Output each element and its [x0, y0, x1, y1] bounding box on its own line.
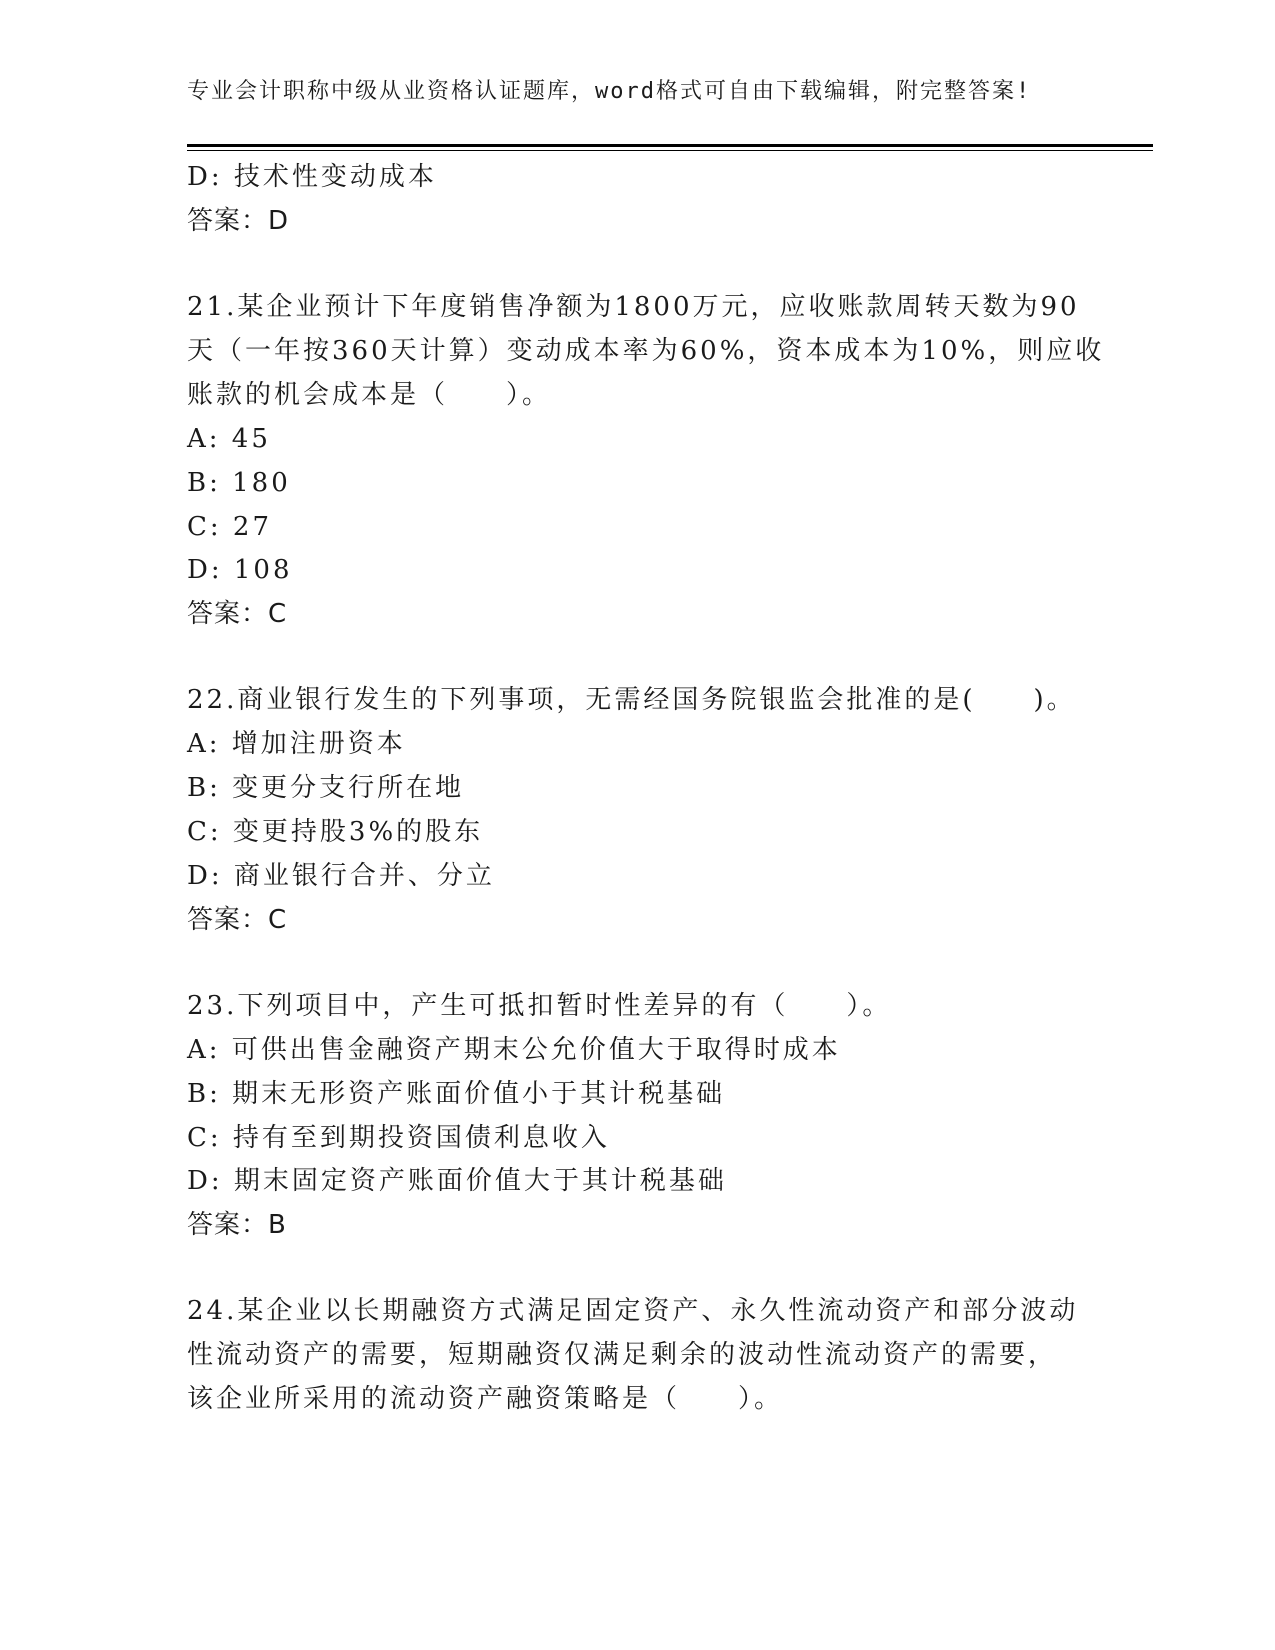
q21-text-line-3: 账款的机会成本是（ ）。 — [187, 380, 552, 410]
q24-text-line-1: 24.某企业以长期融资方式满足固定资产、永久性流动资产和部分波动 — [187, 1296, 1079, 1326]
q21-answer: 答案：C — [187, 599, 288, 629]
q22-text-line-1: 22.商业银行发生的下列事项，无需经国务院银监会批准的是( )。 — [187, 685, 1076, 715]
q23-option-d: D: 期末固定资产账面价值大于其计税基础 — [187, 1166, 727, 1196]
q22-option-c: C: 变更持股3%的股东 — [187, 817, 484, 847]
q21-option-a: A: 45 — [187, 424, 271, 454]
prev-option-d: D: 技术性变动成本 — [187, 162, 437, 192]
q24-text-line-2: 性流动资产的需要，短期融资仅满足剩余的波动性流动资产的需要， — [187, 1340, 1058, 1370]
q22-option-d: D: 商业银行合并、分立 — [187, 861, 495, 891]
prev-answer: 答案：D — [187, 206, 290, 236]
q24-text-line-3: 该企业所采用的流动资产融资策略是（ ）。 — [187, 1384, 784, 1414]
q21-text-line-2: 天（一年按360天计算）变动成本率为60%，资本成本为10%，则应收 — [187, 336, 1105, 366]
q21-option-d: D: 108 — [187, 555, 293, 585]
q21-option-c: C: 27 — [187, 512, 273, 542]
header-rule-thick — [187, 144, 1153, 147]
q21-text-line-1: 21.某企业预计下年度销售净额为1800万元，应收账款周转天数为90 — [187, 292, 1080, 322]
q22-answer: 答案：C — [187, 905, 288, 935]
q22-option-a: A: 增加注册资本 — [187, 729, 406, 759]
header-rule-thin — [187, 150, 1153, 151]
q21-option-b: B: 180 — [187, 468, 291, 498]
q23-option-b: B: 期末无形资产账面价值小于其计税基础 — [187, 1079, 726, 1109]
q23-text-line-1: 23.下列项目中，产生可抵扣暂时性差异的有（ ）。 — [187, 991, 892, 1021]
page-header: 专业会计职称中级从业资格认证题库，word格式可自由下载编辑，附完整答案! — [187, 79, 1032, 104]
q23-option-c: C: 持有至到期投资国债利息收入 — [187, 1123, 610, 1153]
q23-answer: 答案：B — [187, 1210, 287, 1240]
q23-option-a: A: 可供出售金融资产期末公允价值大于取得时成本 — [187, 1035, 841, 1065]
q22-option-b: B: 变更分支行所在地 — [187, 773, 465, 803]
